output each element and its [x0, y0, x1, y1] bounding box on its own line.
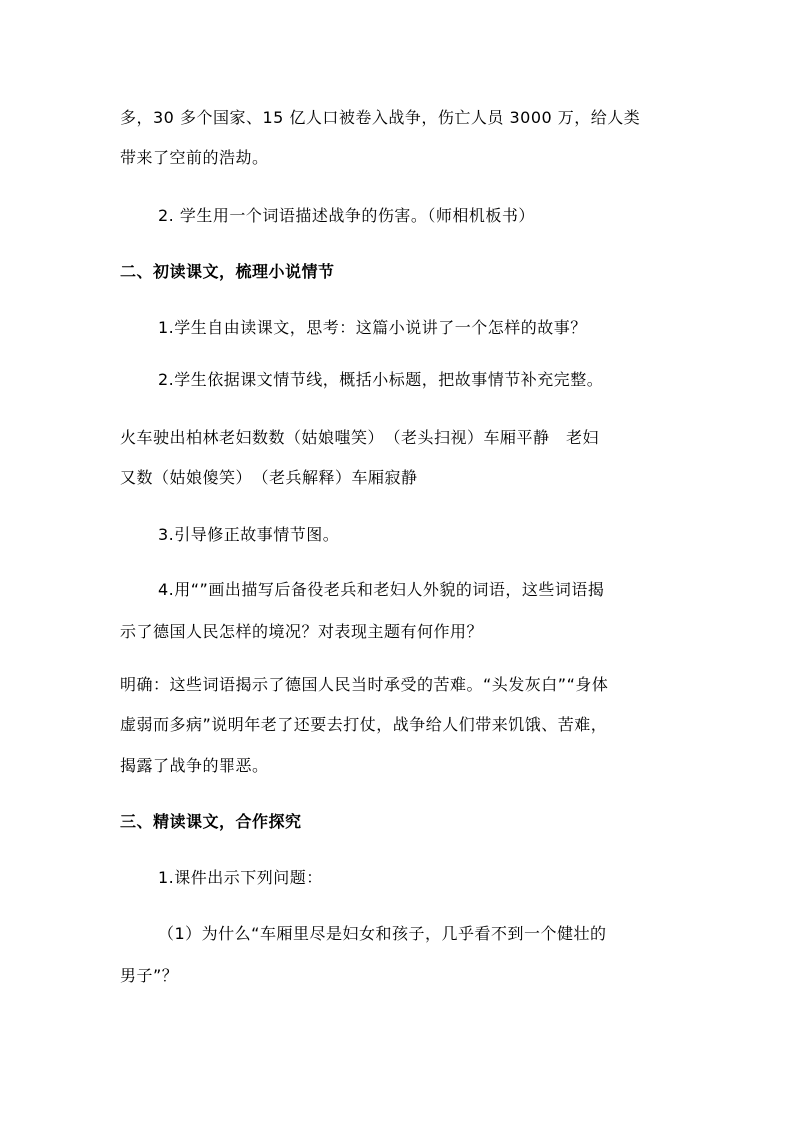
paragraph-line-2: 带来了空前的浩劫。	[120, 148, 269, 167]
answer-line-1: 明确：这些词语揭示了德国人民当时承受的苦难。“头发灰白”“身体	[120, 675, 609, 694]
answer-line-3: 揭露了战争的罪恶。	[120, 756, 269, 775]
paragraph-line-1: 多，30 多个国家、15 亿人口被卷入战争，伤亡人员 3000 万，给人类	[120, 108, 641, 127]
list-item-4-cont: 示了德国人民怎样的境况？对表现主题有何作用？	[120, 622, 484, 641]
section-heading-3: 三、精读课文，合作探究	[120, 812, 302, 831]
question-line-1: （1）为什么“车厢里尽是妇女和孩子，几乎看不到一个健壮的	[158, 924, 607, 943]
list-item-1: 1.学生自由读课文，思考：这篇小说讲了一个怎样的故事？	[158, 318, 587, 337]
section-heading-2: 二、初读课文，梳理小说情节	[120, 262, 335, 281]
question-line-2: 男子”？	[120, 966, 179, 985]
plot-line-1: 火车驶出柏林老妇数数（姑娘嗤笑） （老头扫视）车厢平静 老妇	[120, 428, 600, 447]
list-item-3: 3.引导修正故事情节图。	[158, 525, 340, 544]
list-item-1c: 1.课件出示下列问题：	[158, 868, 323, 887]
list-item-2: 2. 学生用一个词语描述战争的伤害。（师相机板书）	[158, 206, 535, 225]
list-item-4: 4.用“”画出描写后备役老兵和老妇人外貌的词语，这些词语揭	[158, 580, 605, 599]
plot-line-2: 又数（姑娘傻笑） （老兵解释）车厢寂静	[120, 468, 418, 487]
list-item-2b: 2.学生依据课文情节线，概括小标题，把故事情节补充完整。	[158, 370, 604, 389]
answer-line-2: 虚弱而多病”说明年老了还要去打仗，战争给人们带来饥饿、苦难，	[120, 715, 608, 734]
